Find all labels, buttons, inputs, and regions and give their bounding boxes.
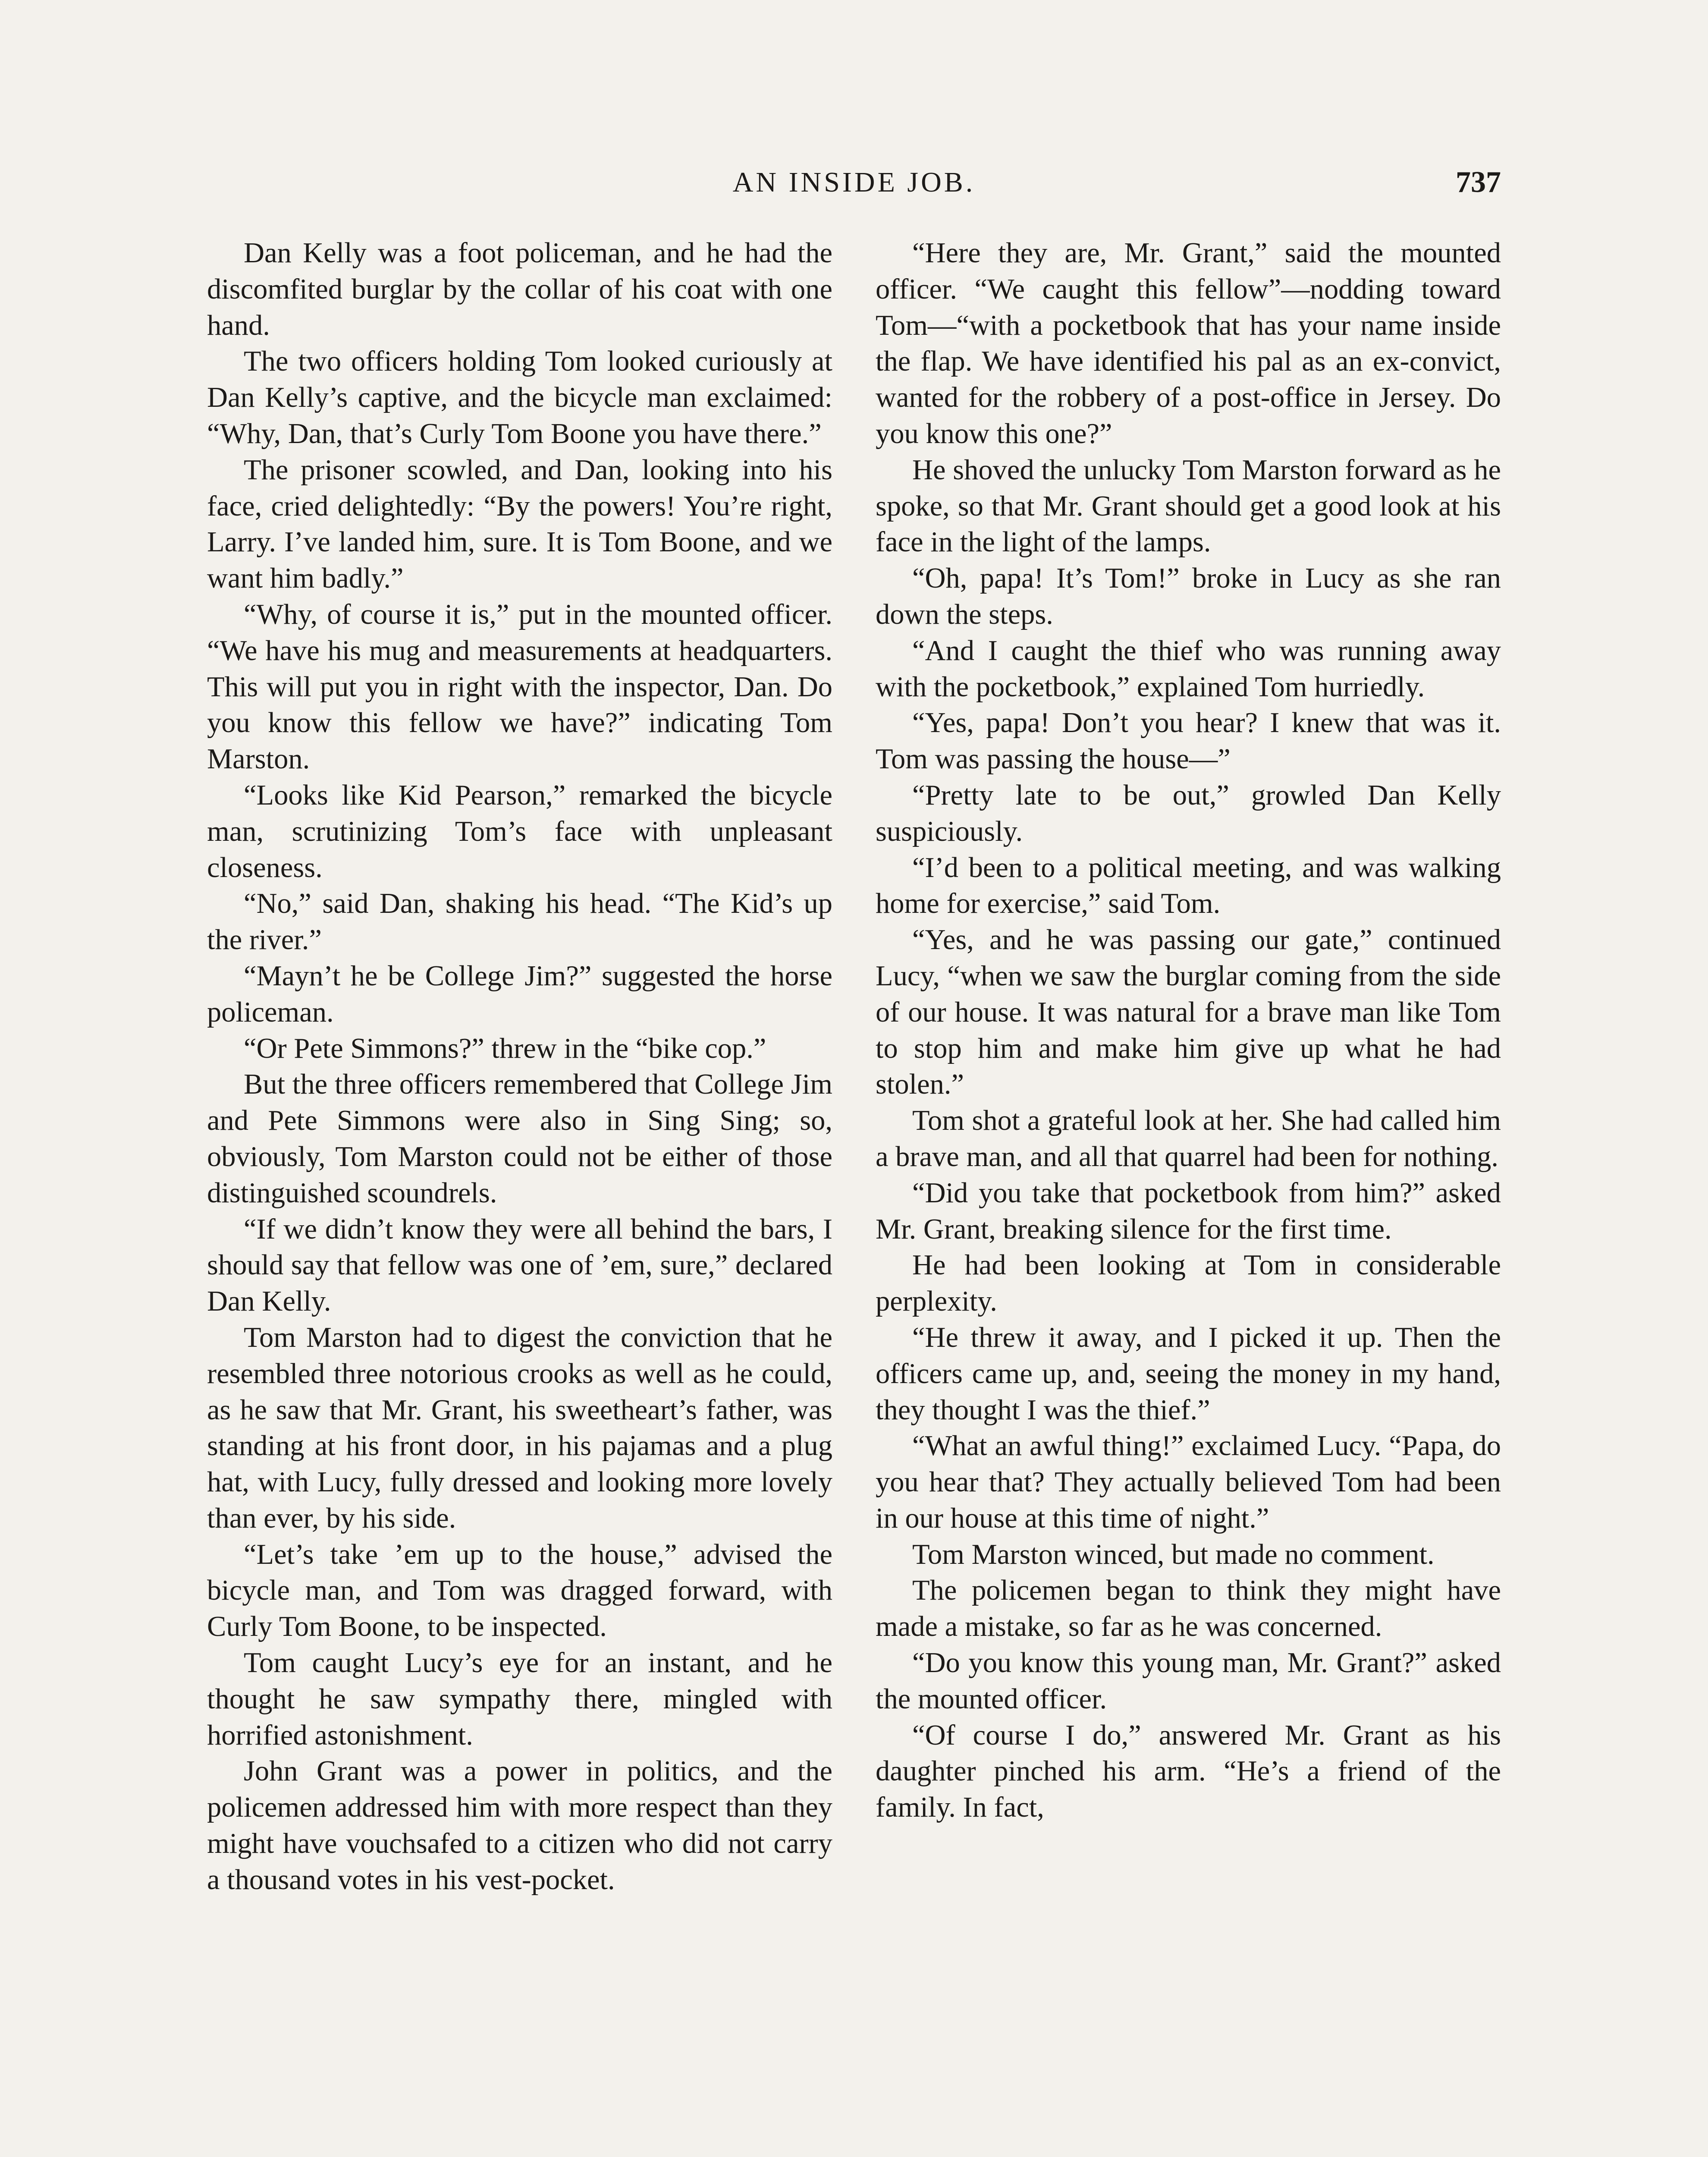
paragraph: Tom shot a grateful look at her. She had called him a brave man, and all that quarrel had been for nothing. <box>876 1105 1501 1173</box>
paragraph: Tom caught Lucy’s eye for an instant, and he thought he saw sympathy there, mingled with horrified astonishment. <box>207 1647 832 1751</box>
paragraph: “Looks like Kid Pearson,” remarked the bicycle man, scrutinizing Tom’s face with unpleasant closeness. <box>207 779 832 884</box>
paragraph: “If we didn’t know they were all behind the bars, I should say that fellow was one of ’em, sure,” declared Dan Kelly. <box>207 1213 832 1317</box>
paragraph: The policemen began to think they might have made a mistake, so far as he was concerned. <box>876 1575 1501 1643</box>
paragraph: Tom Marston winced, but made no comment. <box>912 1538 1435 1570</box>
paragraph: “Pretty late to be out,” growled Dan Kelly suspiciously. <box>876 779 1501 847</box>
paragraph: “What an awful thing!” exclaimed Lucy. “Papa, do you hear that? They actually believed Tom had been in our house at this time of night.” <box>876 1430 1501 1534</box>
paragraph: “Here they are, Mr. Grant,” said the mounted officer. “We caught this fellow”—nodding toward Tom—“with a pocketbook that has your name inside the flap. We have identified his pal as an ex-convict, wanted for the robbery of a post-office in Jersey. Do you know this one?” <box>876 237 1501 450</box>
paragraph: “Oh, papa! It’s Tom!” broke in Lucy as she ran down the steps. <box>876 563 1501 630</box>
paragraph: “Do you know this young man, Mr. Grant?” asked the mounted officer. <box>876 1647 1501 1715</box>
left-column <box>207 235 832 2157</box>
paragraph: The two officers holding Tom looked curiously at Dan Kelly’s captive, and the bicycle man exclaimed: “Why, Dan, that’s Curly Tom Boone you have there.” <box>207 346 832 450</box>
paragraph: “Did you take that pocketbook from him?” asked Mr. Grant, breaking silence for the first time. <box>876 1177 1501 1245</box>
paragraph: He shoved the unlucky Tom Marston forward as he spoke, so that Mr. Grant should get a good look at his face in the light of the lamps. <box>876 454 1501 558</box>
right-column <box>876 235 1501 2157</box>
paragraph: He had been looking at Tom in considerable perplexity. <box>876 1249 1501 1317</box>
page-number: 737 <box>1456 166 1501 199</box>
paragraph: “He threw it away, and I picked it up. Then the officers came up, and, seeing the money in my hand, they thought I was the thief.” <box>876 1321 1501 1426</box>
paragraph: “Mayn’t he be College Jim?” suggested the horse policeman. <box>207 960 832 1028</box>
paragraph: “Why, of course it is,” put in the mounted officer. “We have his mug and measurements at headquarters. This will put you in right with the inspector, Dan. Do you know this fellow we have?” indicating Tom Marston. <box>207 598 832 775</box>
paragraph: John Grant was a power in politics, and the policemen addressed him with more respect than they might have vouchsafed to a citizen who did not carry a thousand votes in his vest-pocket. <box>207 1755 832 1896</box>
paragraph: “I’d been to a political meeting, and was walking home for exercise,” said Tom. <box>876 852 1501 920</box>
paragraph: “Yes, and he was passing our gate,” continued Lucy, “when we saw the burglar coming from the side of our house. It was natural for a brave man like Tom to stop him and make him give up what he had stolen.” <box>876 924 1501 1101</box>
text-columns <box>207 235 1501 2157</box>
paragraph: “No,” said Dan, shaking his head. “The Kid’s up the river.” <box>207 888 832 956</box>
running-title: AN INSIDE JOB. <box>732 167 976 198</box>
paragraph: The prisoner scowled, and Dan, looking into his face, cried delightedly: “By the powers! You’re right, Larry. I’ve landed him, sure. It is Tom Boone, and we want him badly.” <box>207 454 832 594</box>
paragraph: “Yes, papa! Don’t you hear? I knew that was it. Tom was passing the house—” <box>876 707 1501 775</box>
paragraph: Dan Kelly was a foot policeman, and he had the discomfited burglar by the collar of his coat with one hand. <box>207 237 832 341</box>
paragraph: “Or Pete Simmons?” threw in the “bike cop.” <box>244 1032 766 1064</box>
paragraph: But the three officers remembered that College Jim and Pete Simmons were also in Sing Sing; so, obviously, Tom Marston could not be either of those distinguished scoundrels. <box>207 1069 832 1209</box>
paragraph: “Let’s take ’em up to the house,” advised the bicycle man, and Tom was dragged forward, with Curly Tom Boone, to be inspected. <box>207 1538 832 1643</box>
running-header <box>207 159 1501 206</box>
paragraph: Tom Marston had to digest the conviction that he resembled three notorious crooks as well as he could, as he saw that Mr. Grant, his sweetheart’s father, was standing at his front door, in his pajamas and a plug hat, with Lucy, fully dressed and looking more lovely than ever, by his side. <box>207 1321 832 1534</box>
paragraph: “Of course I do,” answered Mr. Grant as his daughter pinched his arm. “He’s a friend of the family. In fact, <box>876 1719 1501 1824</box>
paragraph: “And I caught the thief who was running away with the pocketbook,” explained Tom hurriedly. <box>876 635 1501 703</box>
